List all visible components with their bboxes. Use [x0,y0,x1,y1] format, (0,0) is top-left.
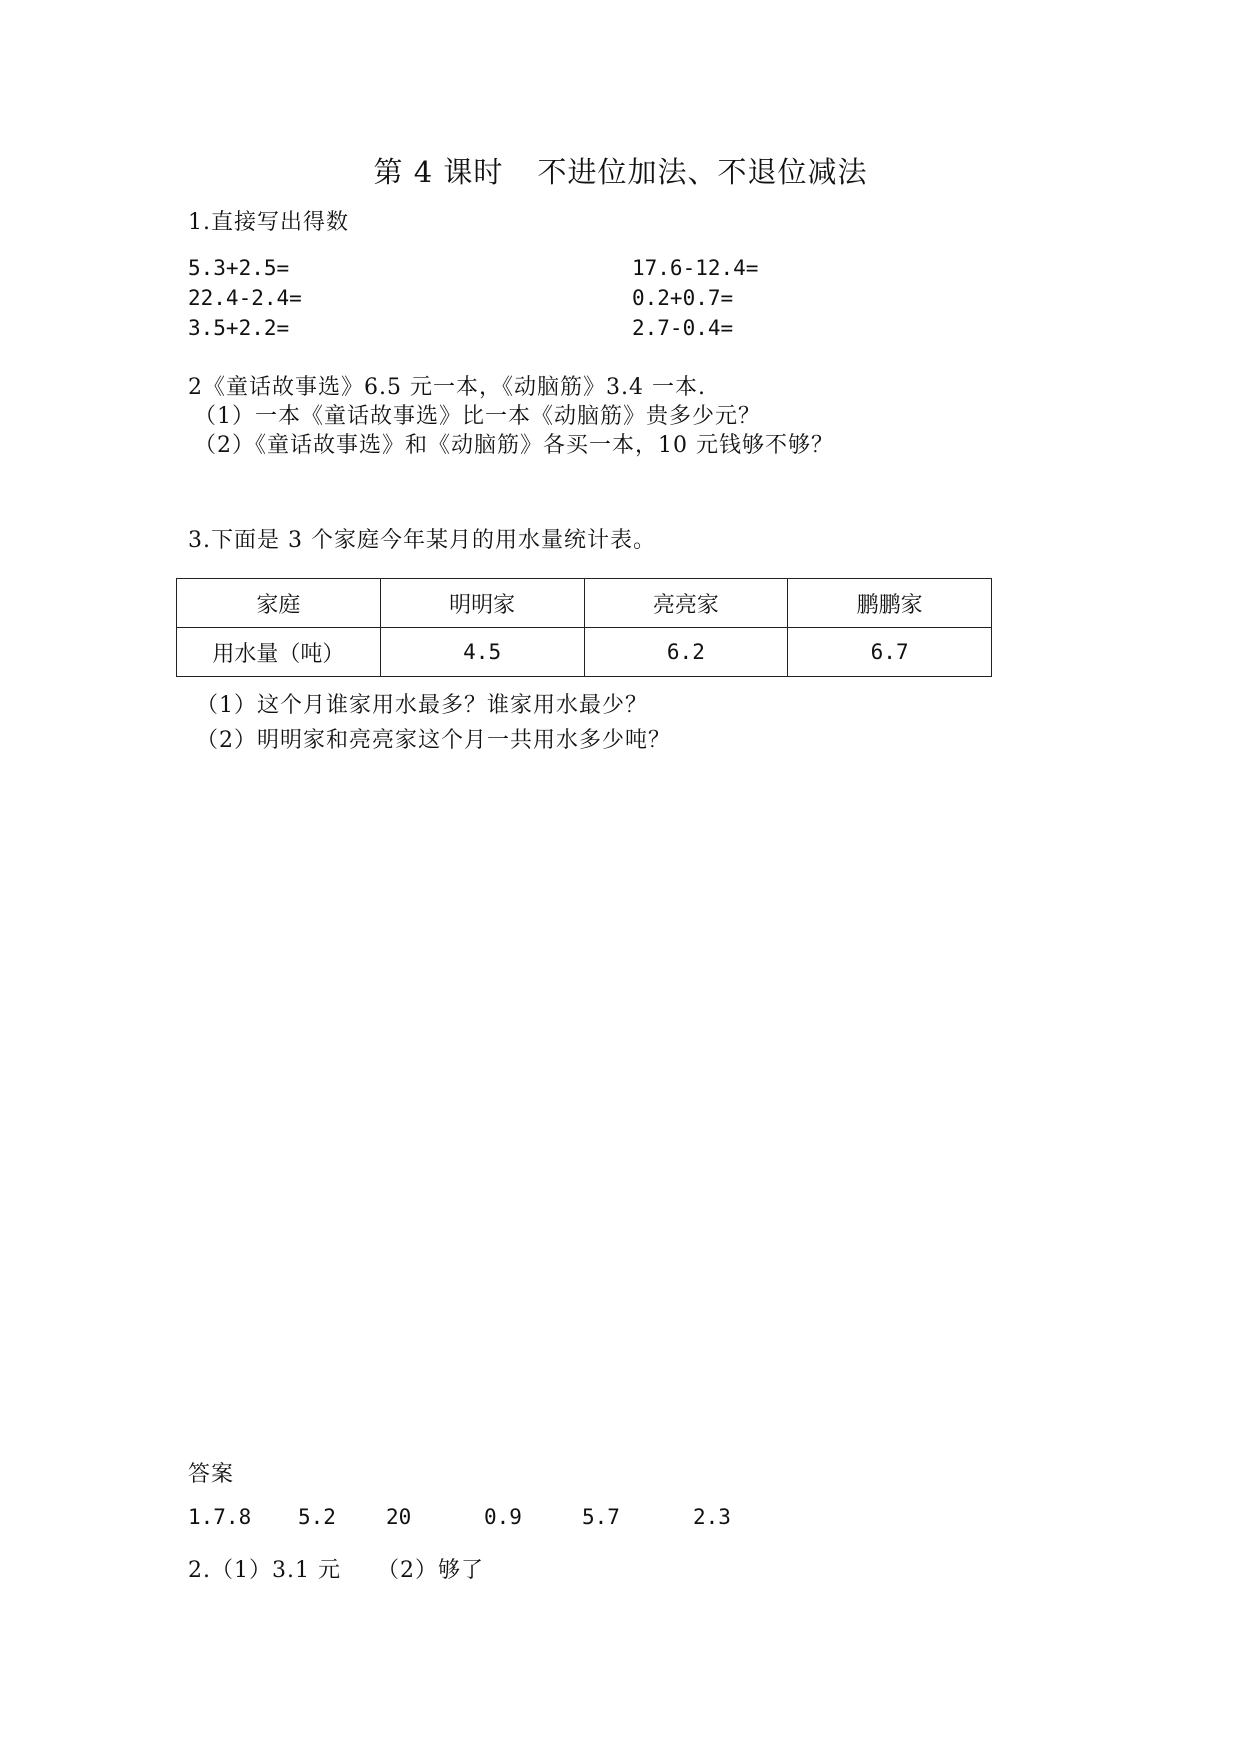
page-title [0,150,1241,191]
answer-item: 5.7 [582,1505,620,1529]
q3-part-1: （1）这个月谁家用水最多？谁家用水最少？ [196,693,648,718]
answer-item: 0.9 [484,1505,522,1529]
table-header-row [177,579,992,628]
q1-heading: 1.直接写出得数 [188,210,349,235]
table-header-cell: 鹏鹏家 [788,579,992,628]
lesson-topic: 不进位加法、不退位减法 [537,155,868,189]
q3-part-2: （2）明明家和亮亮家这个月一共用水多少吨？ [196,728,671,753]
table-header-cell: 明明家 [380,579,584,628]
q1-left-1: 5.3+2.5= [188,256,290,280]
q2-part-1: （1）一本《童话故事选》比一本《动脑筋》贵多少元？ [194,404,761,429]
q2-stem: 2《童话故事选》6.5 元一本，《动脑筋》3.4 一本. [188,375,706,400]
table-header-cell: 亮亮家 [584,579,788,628]
answer-item: 1.7.8 [188,1505,252,1529]
q2-part-2: （2）《童话故事选》和《动脑筋》各买一本，10 元钱够不够？ [194,433,834,458]
table-cell: 用水量（吨） [177,628,381,677]
q3-heading: 3.下面是 3 个家庭今年某月的用水量统计表。 [188,528,656,553]
q1-right-2: 0.2+0.7= [632,286,734,310]
table-header-cell: 家庭 [177,579,381,628]
table-cell: 4.5 [380,628,584,677]
answer-item: 2.3 [693,1505,731,1529]
answers-line-2 [188,1553,484,1584]
q1-right-3: 2.7-0.4= [632,316,734,340]
answer-item: （2）够了 [376,1558,484,1583]
table-cell: 6.7 [788,628,992,677]
answer-item: 20 [386,1505,412,1529]
q1-left-3: 3.5+2.2= [188,316,290,340]
water-usage-table [176,578,992,677]
q1-left-2: 22.4-2.4= [188,286,302,310]
table-row [177,628,992,677]
answer-item: 5.2 [298,1505,336,1529]
answers-heading: 答案 [188,1462,235,1487]
q1-right-1: 17.6-12.4= [632,256,759,280]
table-cell: 6.2 [584,628,788,677]
lesson-number: 第 4 课时 [373,155,504,189]
answer-item: 2.（1）3.1 元 [188,1558,341,1583]
